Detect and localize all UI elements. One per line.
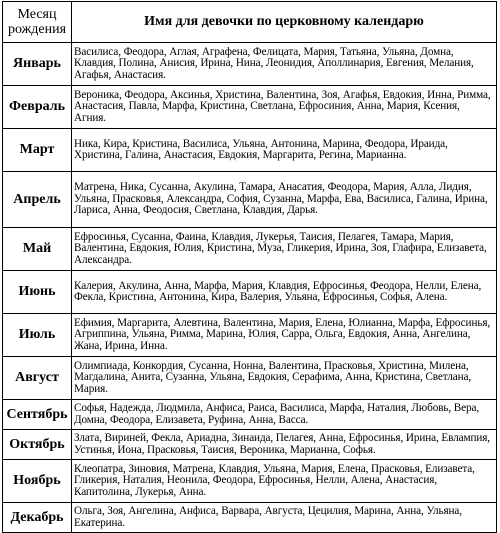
names-cell: Софья, Надежда, Людмила, Анфиса, Раиса, Василиса, Марфа, Наталия, Любовь, Вера, Домна, Феодора, Елизавета, Руфина, Анна, Васса. <box>72 400 497 430</box>
month-cell: Февраль <box>3 86 72 129</box>
table-row <box>3 503 497 533</box>
names-cell: Матрена, Ника, Сусанна, Акулина, Тамара, Анасатия, Феодора, Мария, Алла, Лидия, Ульяна, Прасковья, Александра, София, Сузанна, Марфа, Ева, Василиса, Галина, Ирина, Лариса, Анна, Феодосия, Светлана, Клавдия, Дарья. <box>72 172 497 228</box>
table-row <box>3 129 497 172</box>
month-cell: Июнь <box>3 271 72 314</box>
table-row <box>3 172 497 228</box>
table-row <box>3 430 497 460</box>
table-row <box>3 460 497 503</box>
table-row <box>3 43 497 86</box>
month-cell: Сентябрь <box>3 400 72 430</box>
month-cell: Апрель <box>3 172 72 228</box>
name-calendar-table <box>2 1 497 533</box>
names-cell: Калерия, Акулина, Анна, Марфа, Мария, Клавдия, Ефросинья, Феодора, Нелли, Елена, Фекла, Кристина, Антонина, Кира, Валерия, Ульяна, Ефросинья, Софья, Алена. <box>72 271 497 314</box>
names-cell: Ника, Кира, Кристина, Василиса, Ульяна, Антонина, Марина, Феодора, Ираида, Христина, Галина, Анастасия, Евдокия, Маргарита, Регина, Марианна. <box>72 129 497 172</box>
names-cell: Ефросинья, Сусанна, Фаина, Клавдия, Лукерья, Таисия, Пелагея, Тамара, Мария, Валентина, Евдокия, Юлия, Кристина, Муза, Гликерия, Ирина, Зоя, Глафира, Елизавета, Александра. <box>72 228 497 271</box>
month-cell: Март <box>3 129 72 172</box>
names-cell: Ефимия, Маргарита, Алевтина, Валентина, Мария, Елена, Юлианна, Марфа, Ефросинья, Агриппина, Ульяна, Римма, Марина, Юлия, Сарра, Ольга, Евдокия, Анна, Ангелина, Жана, Ирина, Инна. <box>72 314 497 357</box>
month-cell: Январь <box>3 43 72 86</box>
table-header-row <box>3 2 497 43</box>
month-cell: Ноябрь <box>3 460 72 503</box>
table-row <box>3 228 497 271</box>
names-column-header: Имя для девочки по церковному календарю <box>72 2 497 43</box>
table-row <box>3 400 497 430</box>
month-cell: Декабрь <box>3 503 72 533</box>
names-cell: Ольга, Зоя, Ангелина, Анфиса, Варвара, Августа, Цецилия, Марина, Анна, Ульяна, Екатерина. <box>72 503 497 533</box>
table-body <box>3 43 497 533</box>
names-cell: Вероника, Феодора, Аксинья, Христина, Валентина, Зоя, Агафья, Евдокия, Инна, Римма, Анастасия, Павла, Марфа, Кристина, Светлана, Ефросиния, Анна, Мария, Ксения, Агния. <box>72 86 497 129</box>
month-cell: Октябрь <box>3 430 72 460</box>
month-cell: Июль <box>3 314 72 357</box>
table-row <box>3 314 497 357</box>
month-cell: Май <box>3 228 72 271</box>
month-cell: Август <box>3 357 72 400</box>
names-cell: Олимпиада, Конкордия, Сусанна, Нонна, Валентина, Прасковья, Христина, Милена, Магдалина, Анита, Сузанна, Ульяна, Евдокия, Серафима, Анна, Кристина, Светлана, Мария. <box>72 357 497 400</box>
table-row <box>3 357 497 400</box>
names-cell: Клеопатра, Зиновия, Матрена, Клавдия, Ульяна, Мария, Елена, Прасковья, Елизавета, Гликерия, Наталия, Неонила, Феодора, Ефросинья, Нелли, Алена, Анастасия, Капитолина, Лукерья, Анна. <box>72 460 497 503</box>
names-cell: Василиса, Феодора, Аглая, Аграфена, Фелицата, Мария, Татьяна, Ульяна, Домна, Клавдия, Полина, Анисия, Ирина, Нина, Леонидия, Аполлинария, Евгения, Мелания, Агафья, Анастасия. <box>72 43 497 86</box>
month-column-header: Месяц рождения <box>3 2 72 43</box>
table-row <box>3 271 497 314</box>
names-cell: Злата, Вириней, Фекла, Ариадна, Зинаида, Пелагея, Анна, Ефросинья, Ирина, Евлампия, Устинья, Иона, Прасковья, Таисия, Вероника, Марианна, Софья. <box>72 430 497 460</box>
table-row <box>3 86 497 129</box>
